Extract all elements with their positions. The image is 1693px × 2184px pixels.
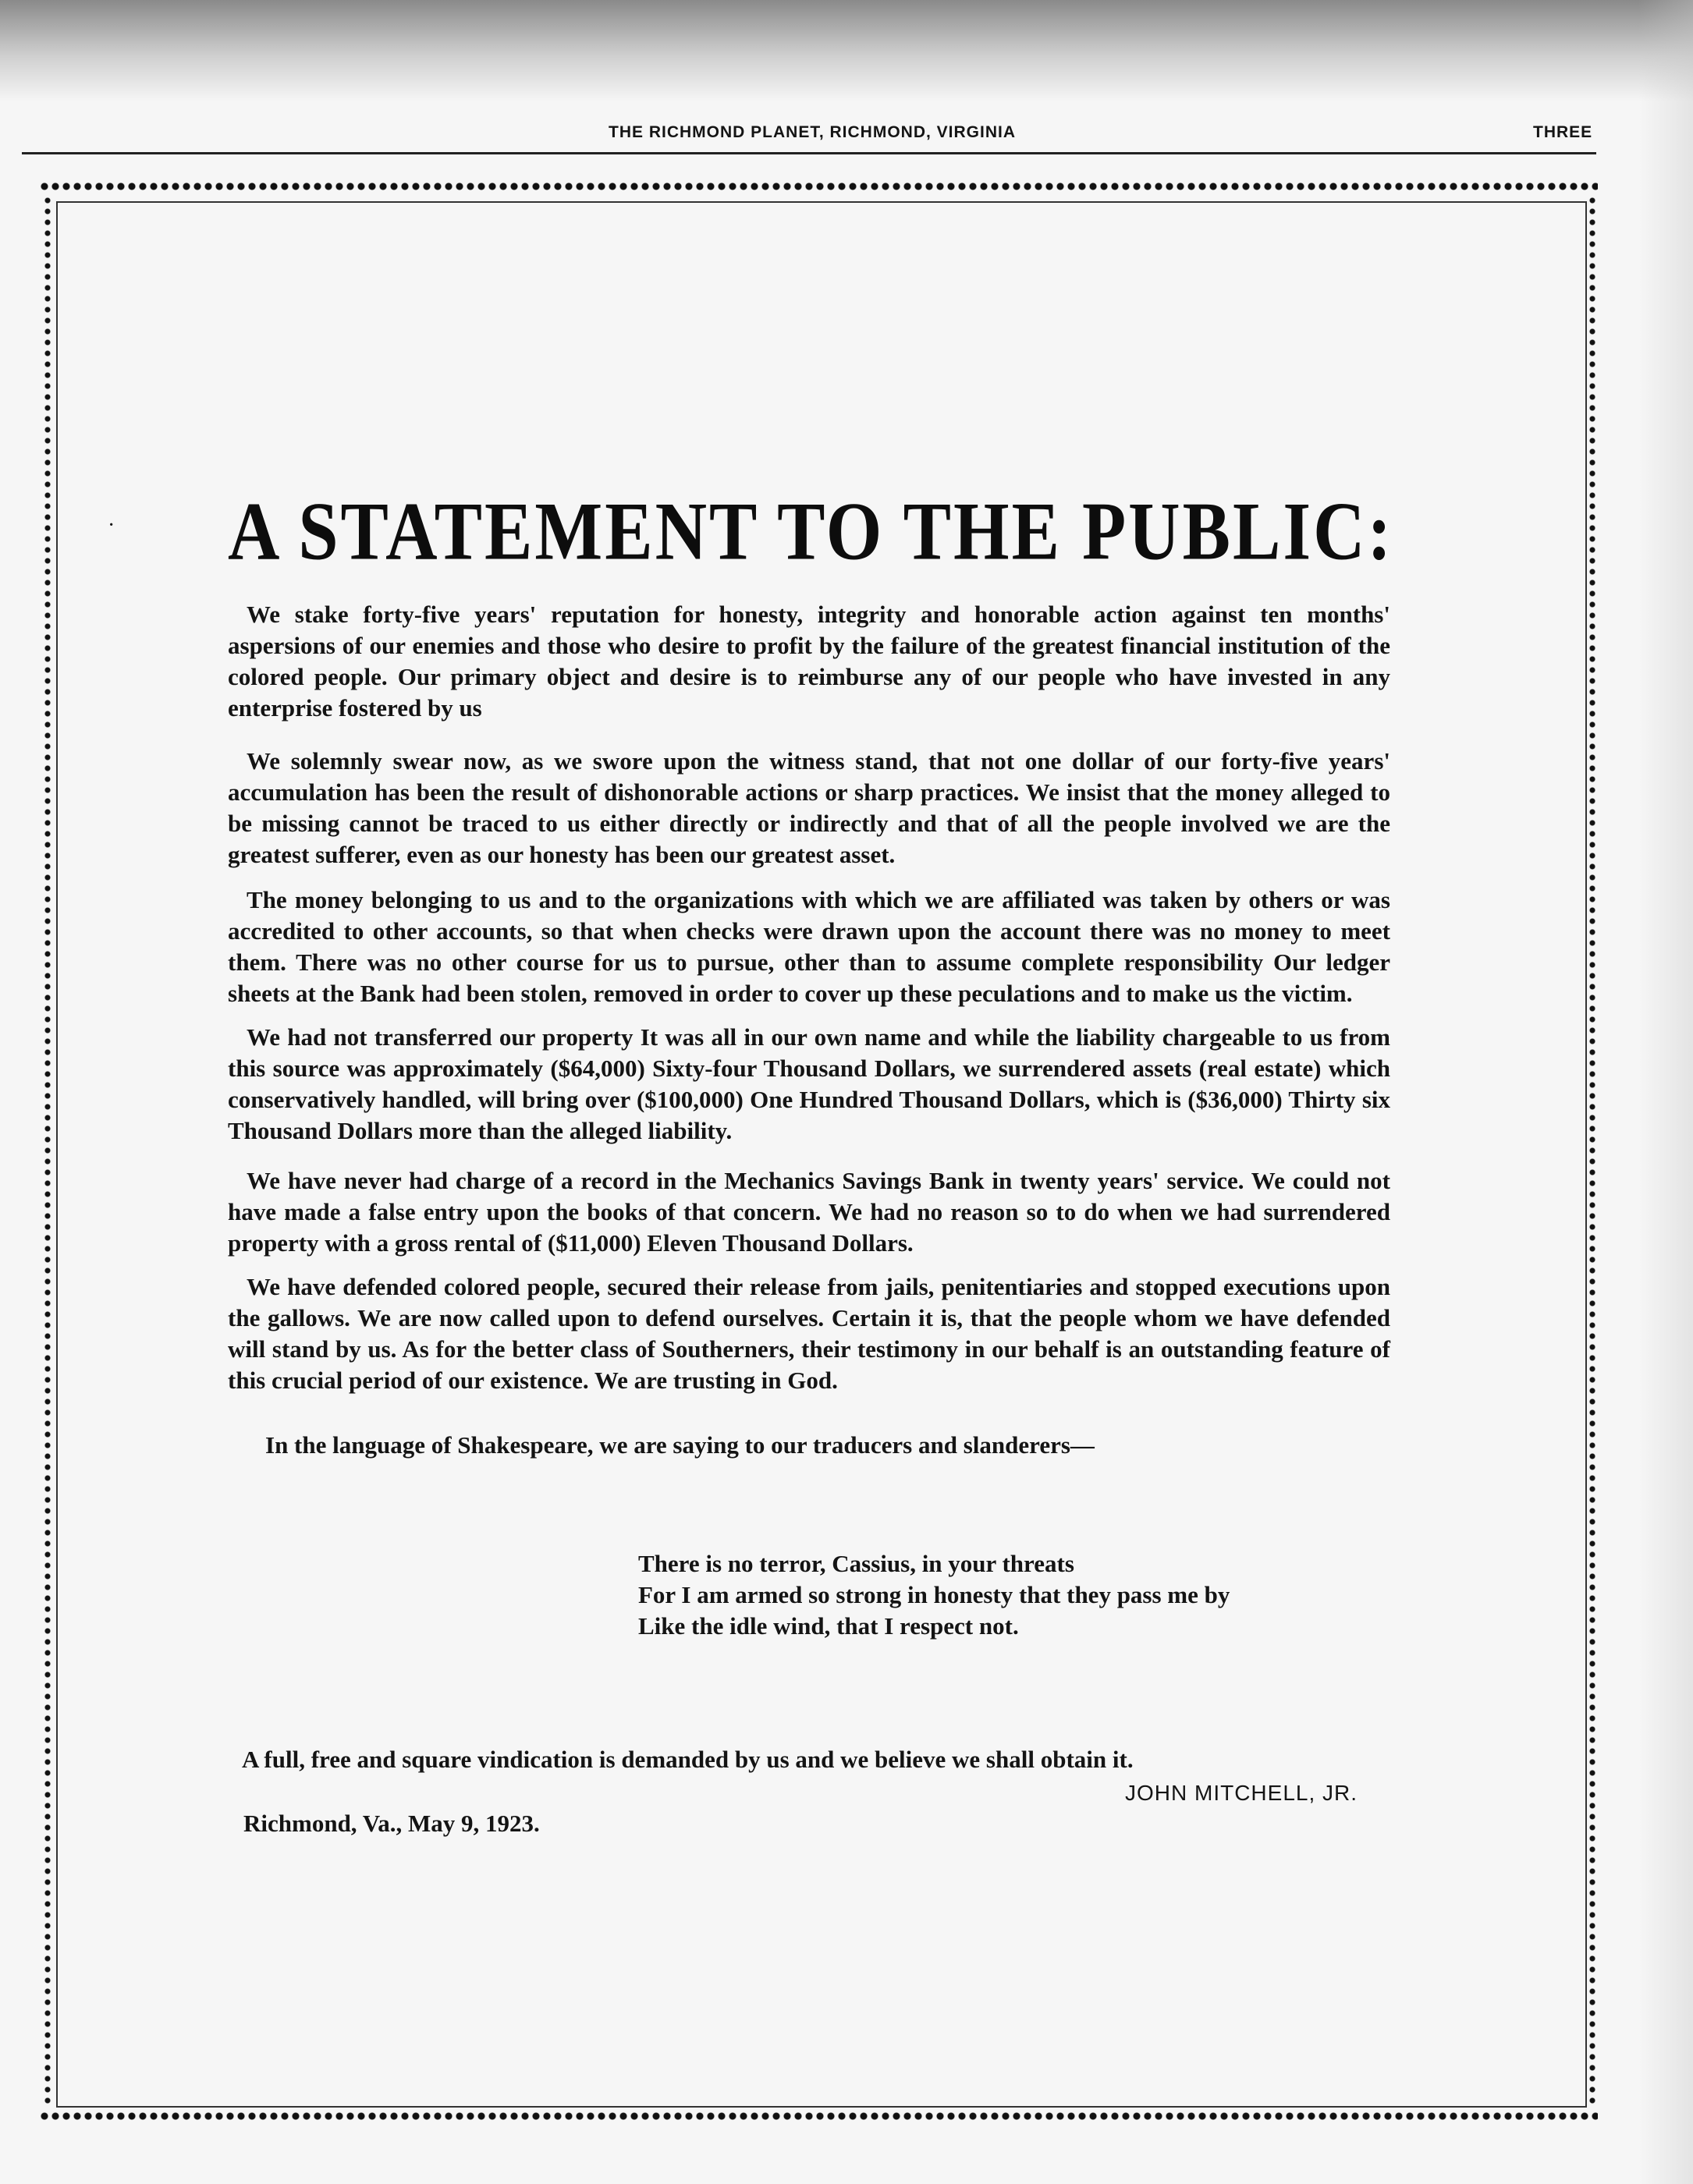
paragraph-2: We solemnly swear now, as we swore upon the witness stand, that not one dollar of our forty-five years' accumulation has been the result of dishonorable actions or sharp practices. We insist that the money alleged to be missing cannot be traced to us either directly or indirectly and that of all the people involved we are the greatest sufferer, even as our honesty has been our greatest asset. <box>228 747 1390 868</box>
paragraph-5: We have never had charge of a record in the Mechanics Savings Bank in twenty years' service. We could not have made a false entry upon the books of that concern. We had no reason so to do when we had surrendered property with a gross rental of ($11,000) Eleven Thousand Dollars. <box>228 1167 1390 1257</box>
border-top <box>39 178 1598 195</box>
scan-right-shading <box>1638 0 1693 2184</box>
stray-mark: · <box>108 513 115 537</box>
scan-edge-shading <box>0 0 1693 101</box>
header-rule <box>22 152 1596 154</box>
closing-statement: A full, free and square vindication is demanded by us and we believe we shall obtain it. <box>242 1746 1134 1773</box>
signature: JOHN MITCHELL, JR. <box>1125 1781 1358 1805</box>
verse-line: Like the idle wind, that I respect not. <box>638 1612 1019 1640</box>
verse-line: For I am armed so strong in honesty that they pass me by <box>638 1581 1230 1608</box>
page-number: THREE <box>1533 123 1593 141</box>
shakespeare-verse <box>638 1548 1230 1642</box>
verse-line: There is no terror, Cassius, in your threats <box>638 1550 1074 1577</box>
paragraph-6: We have defended colored people, secured their release from jails, penitentiaries and stopped executions upon the gallows. We are now called upon to defend ourselves. Certain it is, that the people whom we have defended will stand by us. As for the better class of Southerners, their testimony in our behalf is an outstanding feature of this crucial period of our existence. We are trusting in God. <box>228 1273 1390 1394</box>
border-bottom <box>39 2108 1598 2125</box>
paragraph-4: We had not transferred our property It was all in our own name and while the liability chargeable to us from this source was approximately ($64,000) Sixty-four Thousand Dollars, we surrendered assets (real estate) which conservatively handled, will bring over ($100,000) One Hundred Thousand Dollars, which is ($36,000) Thirty six Thousand Dollars more than the alleged liability. <box>228 1023 1390 1144</box>
headline: A STATEMENT TO THE PUBLIC: <box>228 485 1394 577</box>
paragraph-1: We stake forty-five years' reputation for honesty, integrity and honorable action against ten months' aspersions of our enemies and those who desire to profit by the failure of the greatest financial institution of the colored people. Our primary object and desire is to reimburse any of our people who have invested in any enterprise fostered by us <box>228 601 1390 722</box>
running-head <box>0 123 1693 147</box>
dateline: Richmond, Va., May 9, 1923. <box>243 1810 540 1837</box>
shakespeare-intro: In the language of Shakespeare, we are saying to our traducers and slanderers— <box>265 1431 1095 1459</box>
border-left <box>39 195 56 2108</box>
masthead-title: THE RICHMOND PLANET, RICHMOND, VIRGINIA <box>609 123 1016 141</box>
paragraph-3: The money belonging to us and to the organizations with which we are affiliated was taken by others or was accredited to other accounts, so that when checks were drawn upon the account there was no money to meet them. There was no other course for us to pursue, other than to assume complete responsibility Our ledger sheets at the Bank had been stolen, removed in order to cover up these peculations and to make us the victim. <box>228 886 1390 1007</box>
